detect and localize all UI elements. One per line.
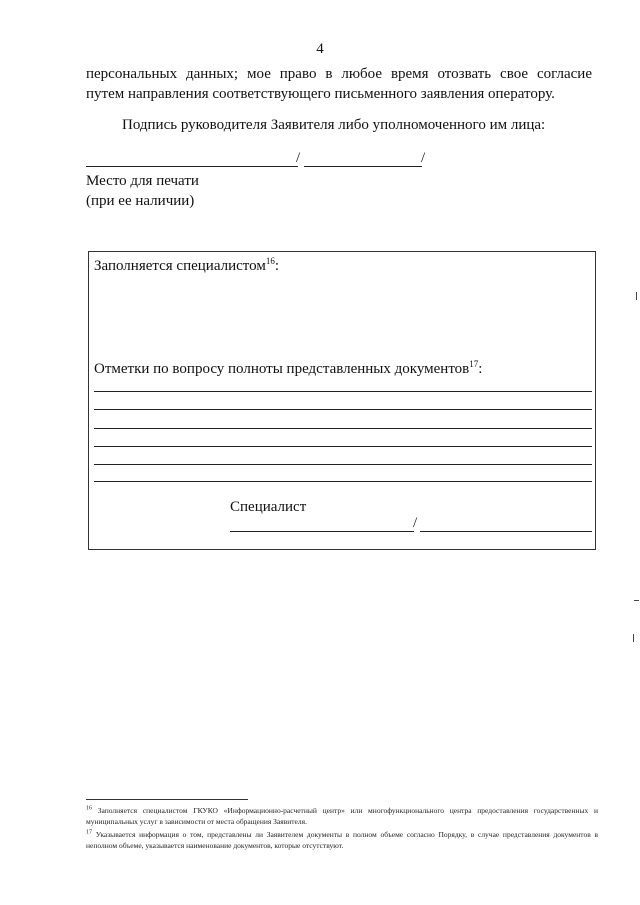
notes-line[interactable] <box>94 481 592 482</box>
footnote-17-number: 17 <box>86 829 92 836</box>
specialist-slash: / <box>413 515 418 531</box>
completeness-label <box>94 361 482 378</box>
footnote-17-text: Указывается информация о том, представлены ли Заявителем документы в полном объеме согласно Порядку, в случае представления документов в неполном объеме, указывается наименование документов, которые отсутствуют. <box>86 830 599 850</box>
notes-line[interactable] <box>94 464 592 465</box>
signature-slash-2: / <box>421 150 426 166</box>
footnote-16 <box>86 805 598 827</box>
footnote-ref-16: 16 <box>265 256 275 266</box>
consent-line-2: путем направления соответствующего письменного заявления оператору. <box>86 86 555 102</box>
completeness-colon: : <box>478 361 483 377</box>
title-colon: : <box>274 258 280 274</box>
notes-line[interactable] <box>94 409 592 410</box>
specialist-box <box>88 251 596 550</box>
consent-paragraph <box>86 64 592 104</box>
specialist-signature-line[interactable] <box>230 531 414 532</box>
scan-mark <box>636 292 637 300</box>
completeness-label-text: Отметки по вопросу полноты представленных документов <box>94 361 470 377</box>
specialist-box-title-text: Заполняется специалистом <box>94 258 266 274</box>
footnote-17 <box>86 829 598 851</box>
specialist-box-title <box>94 258 279 275</box>
footnote-separator <box>86 799 248 800</box>
scan-mark <box>634 600 639 601</box>
signature-name-line[interactable] <box>304 166 422 167</box>
footnote-ref-17: 17 <box>469 359 479 369</box>
signature-line[interactable] <box>86 166 298 167</box>
seal-line-2: (при ее наличии) <box>86 193 195 209</box>
page-number: 4 <box>316 41 324 57</box>
notes-line[interactable] <box>94 446 592 447</box>
footnote-16-text: Заполняется специалистом ГКУКО «Информационно-расчетный центр» или многофункционального центра предоставления государственных и муниципальных услуг в зависимости от места обращения Заявителя. <box>86 806 598 826</box>
notes-line[interactable] <box>94 391 592 392</box>
specialist-name-line[interactable] <box>420 531 592 532</box>
signature-slash-1: / <box>296 150 301 166</box>
seal-line-1: Место для печати <box>86 173 199 189</box>
seal-place <box>86 171 199 211</box>
specialist-label: Специалист <box>230 499 307 515</box>
signature-caption: Подпись руководителя Заявителя либо уполномоченного им лица: <box>122 117 546 133</box>
consent-line-1: персональных данных; мое право в любое время отозвать свое согласие <box>86 66 592 82</box>
footnote-16-number: 16 <box>86 805 92 812</box>
scan-mark <box>633 634 634 642</box>
notes-line[interactable] <box>94 428 592 429</box>
